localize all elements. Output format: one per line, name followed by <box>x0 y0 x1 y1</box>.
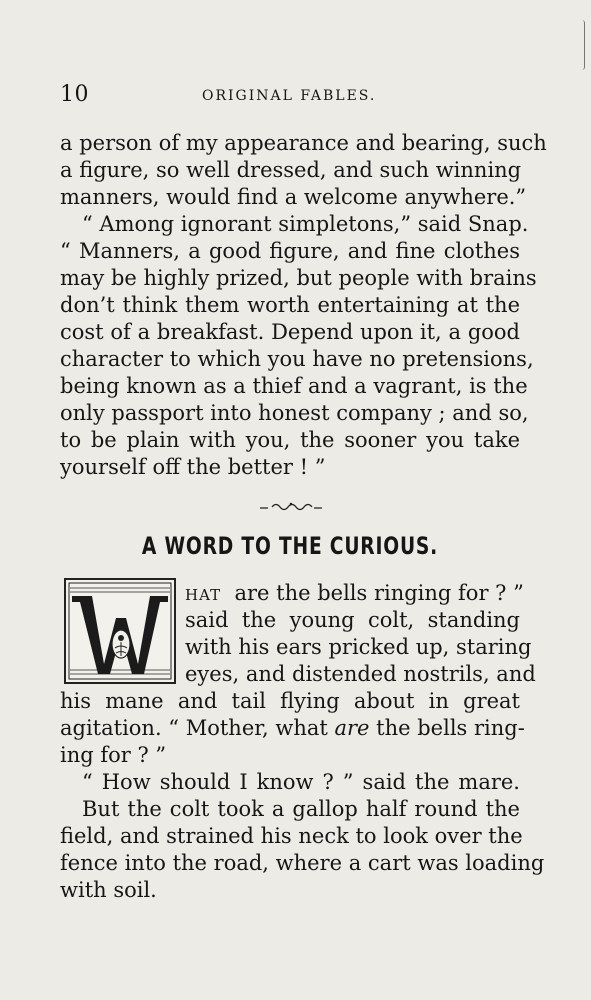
fable-text-continued <box>60 130 547 481</box>
drop-cap-w-ornament <box>64 578 176 684</box>
section-title: A WORD TO THE CURIOUS. <box>141 532 439 560</box>
text-line: to be plain with you, the sooner you take <box>60 428 520 452</box>
page-edge-mark <box>582 20 585 70</box>
text-line: a person of my appearance and bearing, such <box>60 131 547 155</box>
text-line: cost of a breakfast. Depend upon it, a good <box>60 320 520 344</box>
text-line <box>60 715 525 742</box>
first-word-small-caps: HAT <box>185 586 222 604</box>
text-line: with his ears pricked up, staring <box>185 635 532 659</box>
text-line: don’t think them worth entertaining at the <box>60 293 520 317</box>
text-line: a figure, so well dressed, and such winning <box>60 158 522 182</box>
text-segment: the bells ring- <box>369 716 525 740</box>
text-line <box>185 580 524 607</box>
text-segment: agitation. “ Mother, what <box>60 716 335 740</box>
dropcap-text-block <box>185 580 536 688</box>
text-line: his mane and tail flying about in great <box>60 689 520 713</box>
running-head: ORIGINAL FABLES. <box>202 88 377 104</box>
text-line: may be highly prized, but people with brains <box>60 266 537 290</box>
text-line: yourself off the better ! ” <box>60 455 326 479</box>
page-header <box>60 82 521 112</box>
text-line: only passport into honest company ; and so, <box>60 401 529 425</box>
text-line: “ Among ignorant simpletons,” said Snap. <box>82 212 529 236</box>
text-line: fence into the road, where a cart was loading <box>60 851 545 875</box>
text-line: “ Manners, a good figure, and fine clothes <box>60 239 520 263</box>
text-line: said the young colt, standing <box>185 608 520 632</box>
fable-text-new <box>60 688 545 904</box>
text-line: field, and strained his neck to look over the <box>60 824 523 848</box>
page-number: 10 <box>60 82 89 107</box>
text-line: being known as a thief and a vagrant, is the <box>60 374 528 398</box>
text-line: with soil. <box>60 878 157 902</box>
text-line: eyes, and distended nostrils, and <box>185 662 536 686</box>
text-line: But the colt took a gallop half round the <box>82 797 520 821</box>
italic-word: are <box>334 716 370 740</box>
text-line: manners, would find a welcome anywhere.” <box>60 185 527 209</box>
text-line: character to which you have no pretensions, <box>60 347 534 371</box>
text-line: “ How should I know ? ” said the mare. <box>82 770 520 794</box>
text-line: ing for ? ” <box>60 743 167 767</box>
ornamental-divider <box>258 500 324 514</box>
text-segment: are the bells ringing for ? ” <box>234 581 524 605</box>
